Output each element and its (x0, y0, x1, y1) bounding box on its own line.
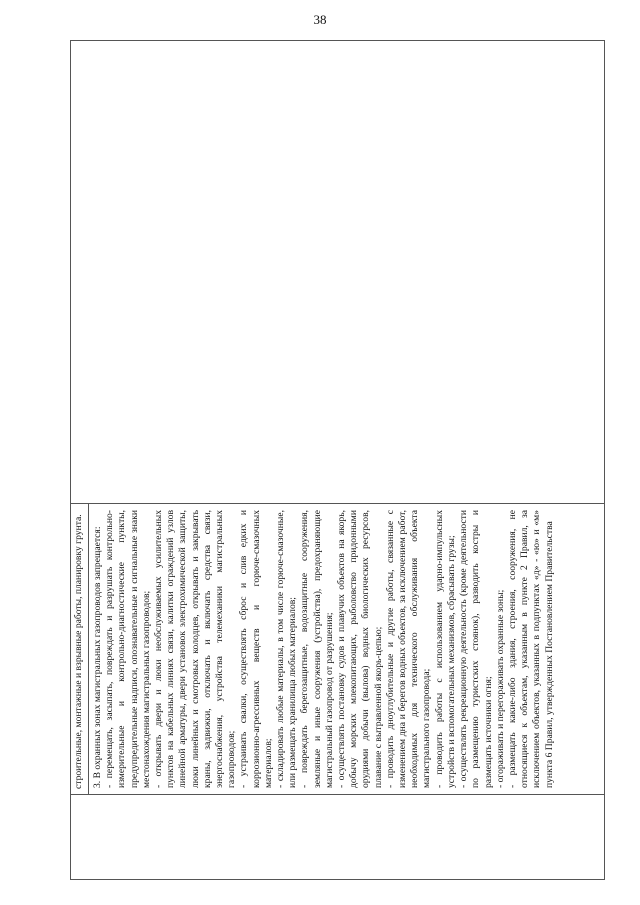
table-cell-middle (71, 504, 605, 795)
paragraph: - повреждать берегозащитные, водозащитные сооружения, земляные и иные сооружения (устройства), предохраняющие магистральный газопровод от разрушения; (299, 510, 335, 788)
paragraph: - огораживать и перегораживать охранные зоны; (494, 589, 506, 788)
table-cell-left (71, 795, 605, 880)
regulations-table (70, 40, 605, 880)
paragraph: - проводить работы с использованием ударно-импульсных устройств и вспомогательных механизмов, сбрасывать грузы; (433, 510, 457, 788)
paragraph: - осуществлять постановку судов и плавучих объектов на якорь, добычу морских млекопитающих, рыболовство придонными орудиями добычи (вылова) водных биологических ресурсов, плавание с вытравленной якорь-цепью; (336, 510, 384, 788)
paragraph: - перемещать, засыпать, повреждать и разрушать контрольно-измерительные и контрольно-диагностические пункты, предупредительные надписи, опознавательные и сигнальные знаки местонахождения магистральных газопроводов; (104, 510, 152, 788)
table-cell-right (71, 41, 605, 504)
paragraph: - проводить дноуглубительные и другие работы, связанные с изменением дна и берегов водных объектов, за исключением работ, необходимых для технического обслуживания объекта магистрального газопровода; (384, 510, 433, 788)
document-table-area (70, 40, 605, 880)
table-row (71, 41, 605, 880)
paragraph: - складировать любые материалы, в том числе горюче-смазочные, или размещать хранилища любых материалов; (275, 510, 299, 788)
paragraph: - открывать двери и люки необслуживаемых усилительных пунктов на кабельных линиях связи, калитки ограждений узлов линейной арматуры, двери установок электрохимической защиты, люки линейных и смотровых колодцев, открывать и закрывать краны, задвижки, отключать и включать средства связи, энергоснабжения, устройства телемеханики магистральных газопроводов; (153, 510, 238, 788)
left-cell-text (71, 795, 77, 879)
paragraph: - размещать какие-либо здания, строения, сооружения, не относящиеся к объектам, указанным в пункте 2 Правил, за исключением объектов, указанных в подпунктах «д» - «ю» и «м» пункта 6 Правил, утвержденных Постановлением Правительства (506, 510, 555, 788)
middle-cell-body (89, 504, 559, 794)
right-cell-text (71, 41, 77, 503)
paragraph: - осуществлять рекреационную деятельность (кроме деятельности по размещению туристских стоянок), разводить костры и размещать источники огня; (458, 510, 494, 788)
paragraph: 3. В охранных зонах магистральных газопроводов запрещается: (92, 526, 103, 788)
paragraph: - устраивать свалки, осуществлять сброс и слив едких и коррозионно-агрессивных веществ и горюче-смазочных материалов; (238, 510, 274, 788)
carry-over-line: строительные, монтажные и взрывные работы, планировку грунта. (71, 503, 89, 795)
page-number: 38 (313, 12, 327, 27)
